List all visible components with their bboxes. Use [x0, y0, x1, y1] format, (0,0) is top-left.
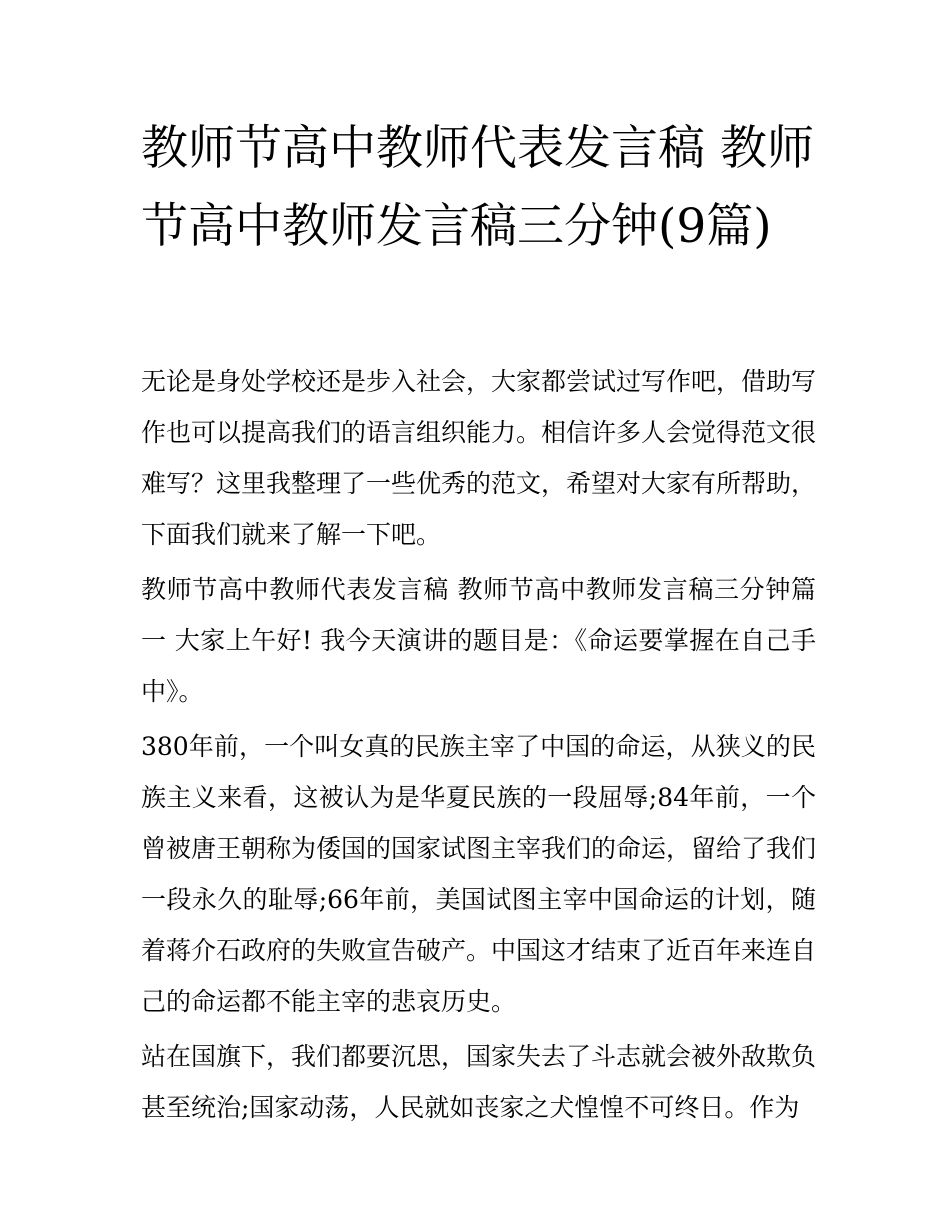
paragraph-section-heading: 教师节高中教师代表发言稿 教师节高中教师发言稿三分钟篇一 大家上午好! 我今天演讲的题目是：《命运要掌握在自己手中》。 [141, 575, 816, 706]
document-title: 教师节高中教师代表发言稿 教师节高中教师发言稿三分钟(9篇) [141, 121, 814, 254]
paragraph-reflection: 站在国旗下，我们都要沉思，国家失去了斗志就会被外敌欺负甚至统治;国家动荡，人民就如丧家之犬惶惶不可终日。作为 [141, 1042, 817, 1122]
paragraph-intro: 无论是身处学校还是步入社会，大家都尝试过写作吧，借助写作也可以提高我们的语言组织能力。相信许多人会觉得范文很难写？这里我整理了一些优秀的范文，希望对大家有所帮助，下面我们就来了解一下吧。 [141, 367, 817, 549]
document-body [141, 356, 816, 1137]
paragraph-history: 380年前，一个叫女真的民族主宰了中国的命运，从狭义的民族主义来看，这被认为是华夏民族的一段屈辱;84年前，一个曾被唐王朝称为倭国的国家试图主宰我们的命运，留给了我们一段永久的耻辱;66年前，美国试图主宰中国命运的计划，随着蒋介石政府的失败宣告破产。中国这才结束了近百年来连自己的命运都不能主宰的悲哀历史。 [141, 732, 817, 1016]
